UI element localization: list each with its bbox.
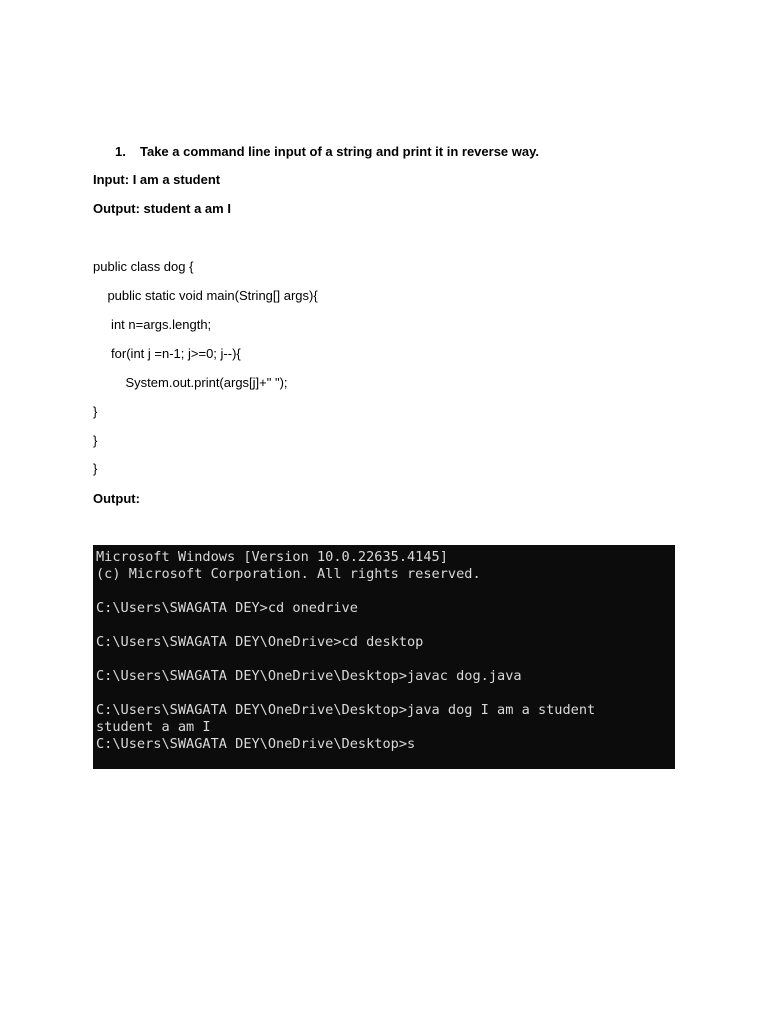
input-example: Input: I am a student [93,172,221,187]
terminal-line: Microsoft Windows [Version 10.0.22635.4145] [96,549,448,565]
code-line: } [93,433,98,448]
terminal-screenshot [93,545,675,769]
output-heading: Output: [93,491,140,506]
question-text: Take a command line input of a string and print it in reverse way. [140,144,539,159]
terminal-line: C:\Users\SWAGATA DEY\OneDrive\Desktop>java dog I am a student [96,702,596,718]
terminal-line: C:\Users\SWAGATA DEY>cd onedrive [96,600,358,616]
terminal-line: C:\Users\SWAGATA DEY\OneDrive\Desktop>javac dog.java [96,668,522,684]
code-line: } [93,461,98,476]
code-line: System.out.print(args[j]+" "); [93,375,288,390]
terminal-line: (c) Microsoft Corporation. All rights reserved. [96,566,481,582]
code-line: int n=args.length; [93,317,212,332]
terminal-line: student a am I [96,719,211,735]
terminal-line: C:\Users\SWAGATA DEY\OneDrive\Desktop>s [96,736,416,752]
terminal-line: C:\Users\SWAGATA DEY\OneDrive>cd desktop [96,634,424,650]
output-example: Output: student a am I [93,201,231,216]
code-line: for(int j =n-1; j>=0; j--){ [93,346,241,361]
code-line: public class dog { [93,259,194,274]
question-number: 1. [115,144,126,159]
code-line: } [93,404,98,419]
code-line: public static void main(String[] args){ [93,288,318,303]
